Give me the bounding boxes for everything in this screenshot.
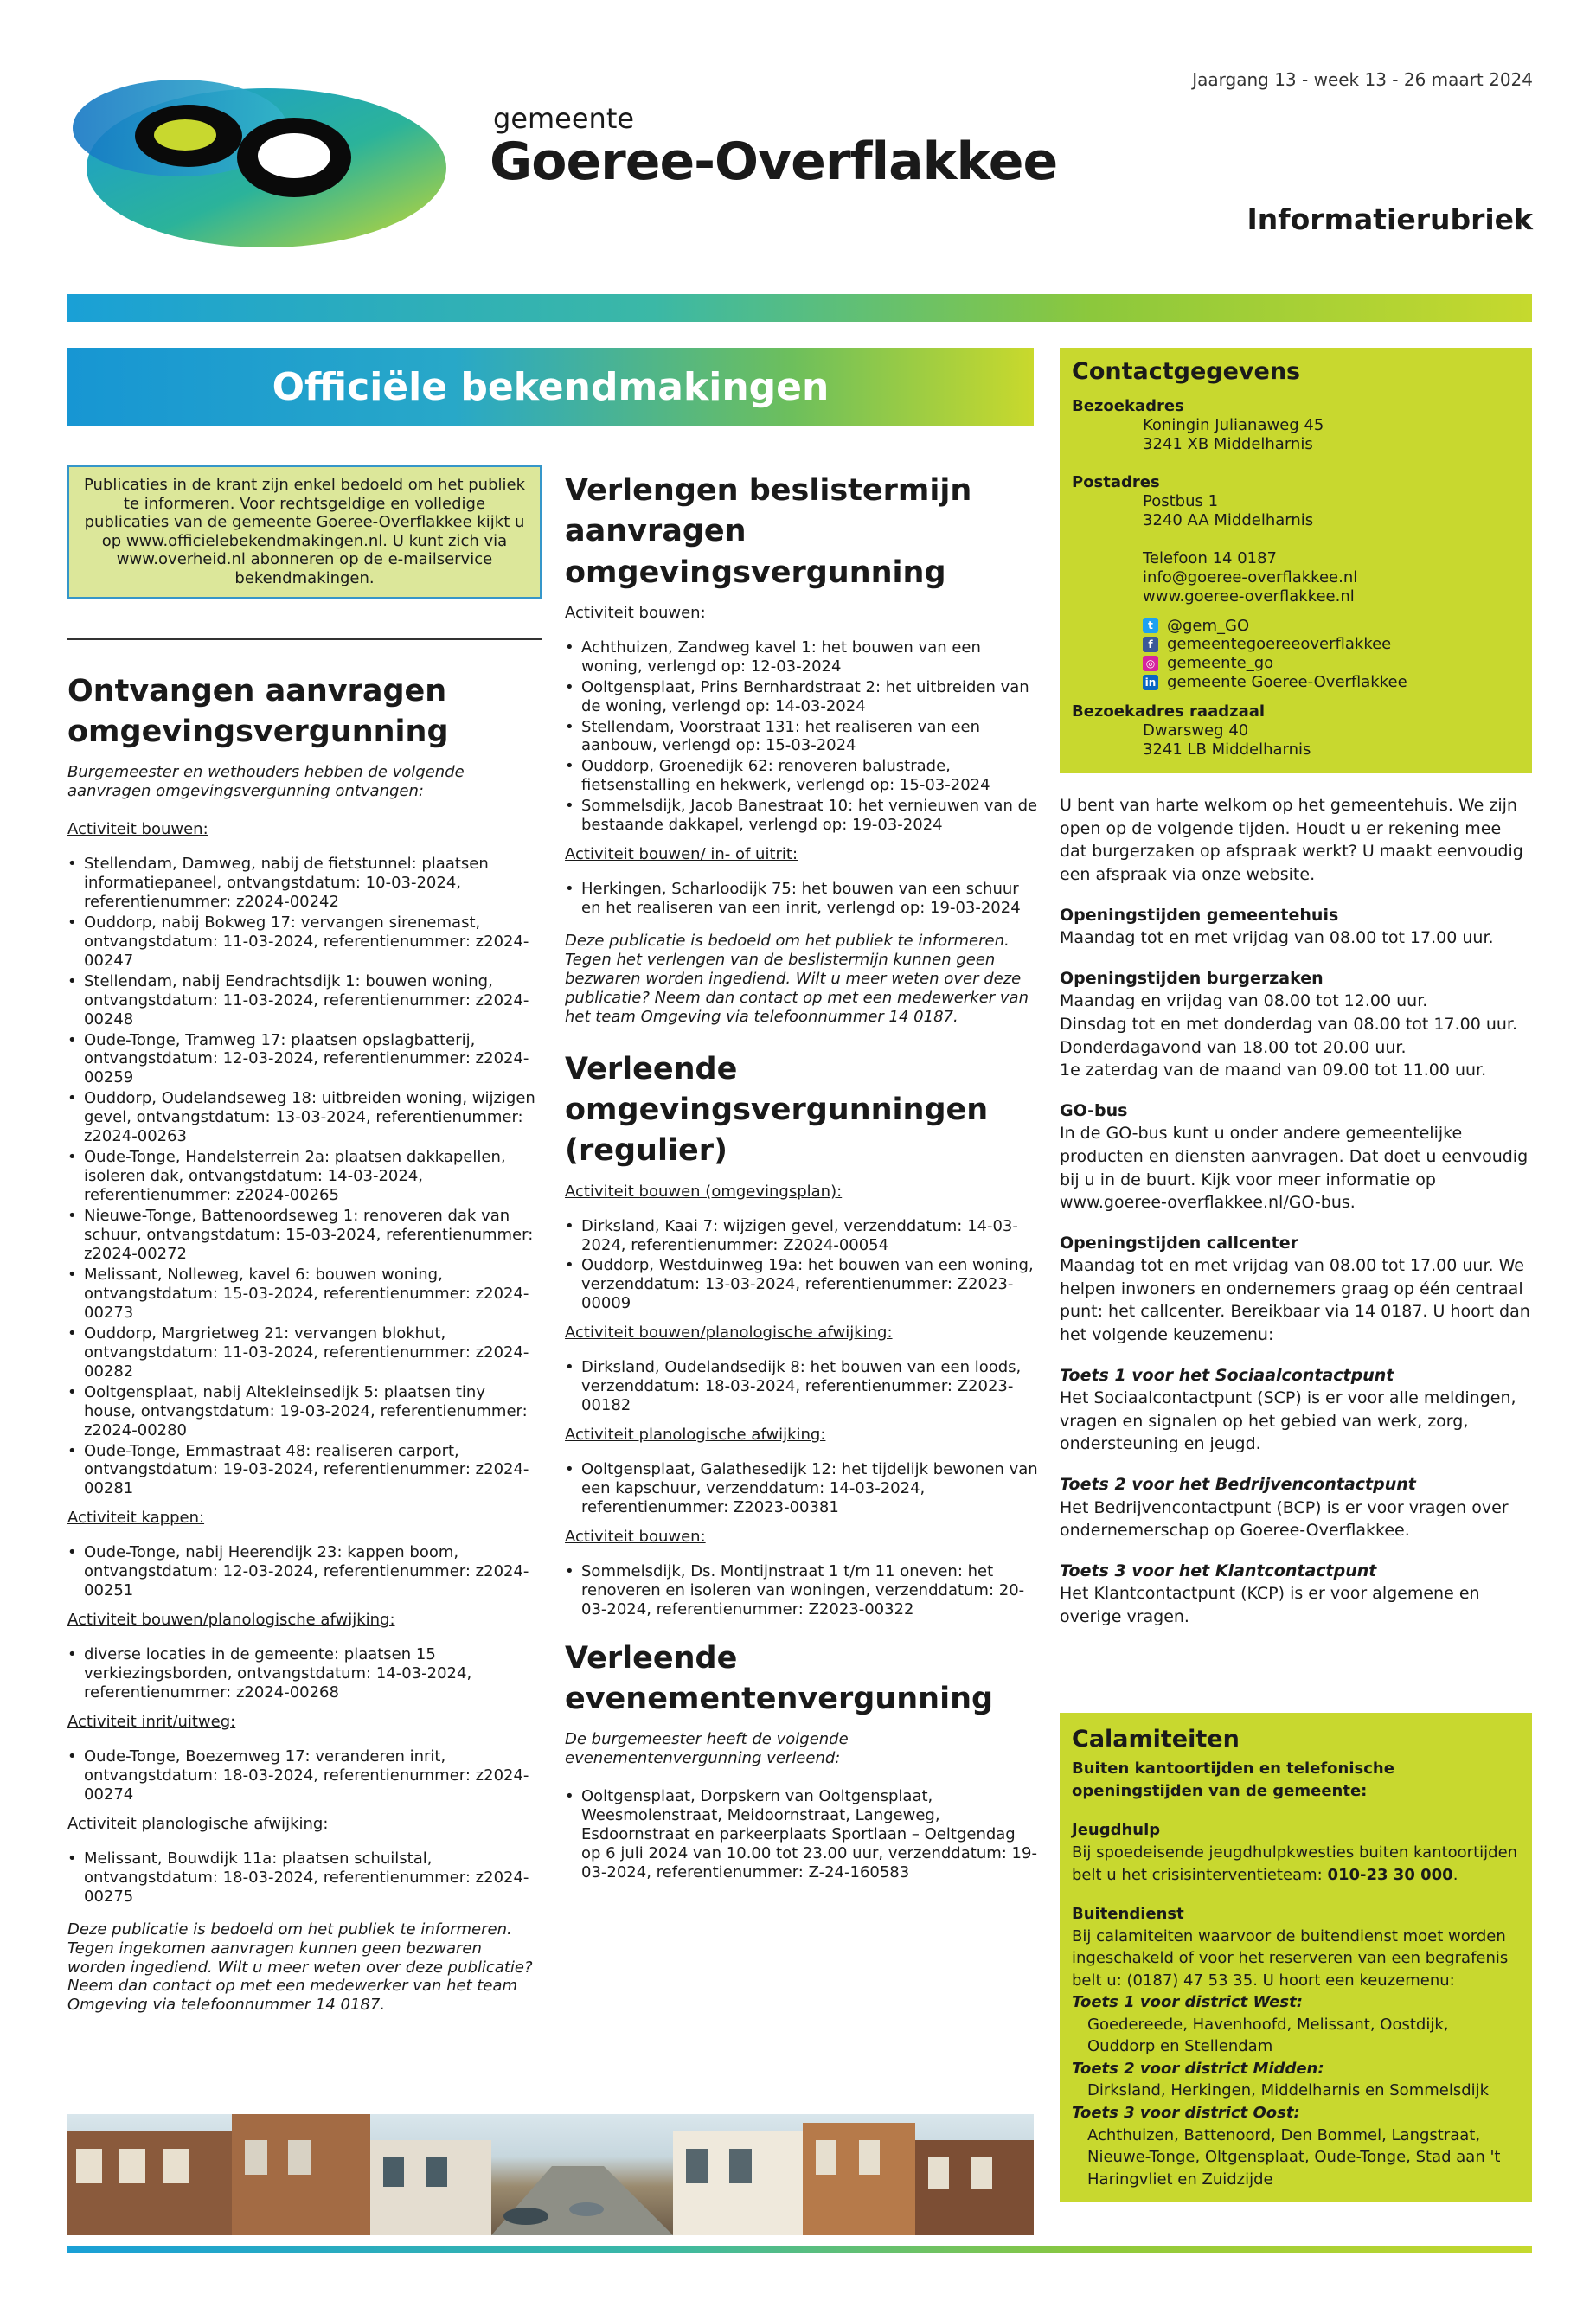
district-east-heading: Toets 3 voor district Oost: xyxy=(1072,2103,1300,2122)
column-right xyxy=(1060,348,1532,1629)
section-intro: De burgemeester heeft de volgende evenementenvergunning verleend: xyxy=(565,1730,849,1768)
list-item: • Ooltgensplaat, Dorpskern van Ooltgensplaat, Weesmolenstraat, Meidoornstraat, Langeweg, Esdoornstraat en parkeerplaats Sportlaan – Oeltgendag op 6 juli 2024 van 10.00 tot 23.00 uur, verzenddatum: 19-03-2024, referentienummer: Z-24-160583 xyxy=(565,1787,1039,1882)
section-title-verleende: Verleende omgevingsvergunningen (regulier) xyxy=(565,1051,989,1169)
youth-text: Bij spoedeisende jeugdhulpkwesties buiten kantoortijden belt u het crisisinterventieteam: 010-23 30 000. xyxy=(1072,1843,1518,1884)
option1-heading: Toets 1 voor het Sociaalcontactpunt xyxy=(1060,1365,1394,1385)
emergency-subtitle: Buiten kantoortijden en telefonische openingstijden van de gemeente: xyxy=(1072,1759,1394,1800)
hours-townhall: Maandag tot en met vrijdag van 08.00 tot 17.00 uur. xyxy=(1060,928,1494,948)
list-item: • Sommelsdijk, Ds. Montijnstraat 1 t/m 11 oneven: het renoveren en isoleren van woningen, verzenddatum: 20-03-2024, referentienummer: Z2023-00322 xyxy=(565,1562,1039,1619)
social-link[interactable] xyxy=(1143,635,1520,654)
column-left xyxy=(67,465,542,2037)
list-item: • Dirksland, Oudelandsedijk 8: het bouwen van een loods, verzenddatum: 18-03-2024, referentienummer: Z2023-00182 xyxy=(565,1358,1039,1415)
postal-address-line: Postbus 1 xyxy=(1143,491,1219,510)
section-note: Deze publicatie is bedoeld om het publiek te informeren. Tegen ingekomen aanvragen kunnen geen bezwaren worden ingediend. Wilt u meer weten over deze publicatie? Neem dan contact op met een medewerker van het team Omgeving via telefoonnummer 14 0187. xyxy=(67,1920,533,2015)
section-title-ontvangen: Ontvangen aanvragen omgevingsvergunning xyxy=(67,673,449,749)
option2-heading: Toets 2 voor het Bedrijvencontactpunt xyxy=(1060,1475,1416,1495)
section-title-evenementen: Verleende evenementenvergunning xyxy=(565,1640,994,1717)
permit-list xyxy=(67,855,542,1498)
social-link[interactable] xyxy=(1143,654,1520,673)
contact-panel xyxy=(1060,348,1532,773)
option2-text: Het Bedrijvencontactpunt (BCP) is er voor vragen over ondernemerschap op Goeree-Overflakkee. xyxy=(1060,1497,1509,1541)
district-west-heading: Toets 1 voor district West: xyxy=(1072,1993,1303,2012)
list-item: • Stellendam, Damweg, nabij de fietstunnel: plaatsen informatiepaneel, ontvangstdatum: 10-03-2024, referentienummer: z2024-00242 xyxy=(67,855,542,912)
activity-label: Activiteit kappen: xyxy=(67,1509,205,1528)
social-links xyxy=(1072,617,1520,693)
district-east-places: Achthuizen, Battenoord, Den Bommel, Langstraat, Nieuwe-Tonge, Oltgensplaat, Oude-Tonge, Stad aan 't Haringvliet en Zuidzijde xyxy=(1087,2125,1501,2189)
district-middle-heading: Toets 2 voor district Midden: xyxy=(1072,2059,1324,2078)
brand-prefix: gemeente xyxy=(493,102,635,135)
banner-title: Officiële bekendmakingen xyxy=(272,364,830,409)
contact-title: Contactgegevens xyxy=(1072,358,1301,385)
phone-number: Telefoon 14 0187 xyxy=(1143,548,1278,567)
social-handle: @gem_GO xyxy=(1167,616,1250,635)
emergency-title: Calamiteiten xyxy=(1072,1726,1240,1753)
council-address-line: Dwarsweg 40 xyxy=(1143,721,1249,740)
activity-label: Activiteit inrit/uitweg: xyxy=(67,1713,236,1731)
list-item: • Stellendam, Voorstraat 131: het realiseren van een aanbouw, verlengd op: 15-03-2024 xyxy=(565,718,1039,756)
permit-list xyxy=(67,1543,542,1600)
hours-civil-line: Donderdagavond van 18.00 tot 20.00 uur. xyxy=(1060,1037,1407,1057)
list-item: • Herkingen, Scharloodijk 75: het bouwen van een schuur en het realiseren van een inrit, verlengd op: 19-03-2024 xyxy=(565,880,1039,918)
emergency-panel xyxy=(1060,1713,1532,2202)
issue-info: Jaargang 13 - week 13 - 26 maart 2024 xyxy=(1192,69,1533,90)
postal-address-label: Postadres xyxy=(1072,472,1160,491)
email-link[interactable]: info@goeree-overflakkee.nl xyxy=(1143,567,1358,586)
twitter-icon: t xyxy=(1143,618,1158,633)
brand-name: Goeree-Overflakkee xyxy=(490,131,1058,192)
street-scene xyxy=(67,2114,1034,2235)
social-handle: gemeente_go xyxy=(1167,654,1274,673)
option3-heading: Toets 3 voor het Klantcontactpunt xyxy=(1060,1561,1377,1580)
option3-text: Het Klantcontactpunt (KCP) is er voor algemene en overige vragen. xyxy=(1060,1584,1480,1626)
list-item: • Oude-Tonge, Emmastraat 48: realiseren carport, ontvangstdatum: 19-03-2024, referentienummer: z2024-00281 xyxy=(67,1442,542,1499)
hours-civil-line: 1e zaterdag van de maand van 09.00 tot 11.00 uur. xyxy=(1060,1061,1487,1080)
district-west-places: Goedereede, Havenhoofd, Melissant, Oostdijk, Ouddorp en Stellendam xyxy=(1087,2015,1449,2056)
list-item: • Oude-Tonge, nabij Heerendijk 23: kappen boom, ontvangstdatum: 12-03-2024, referentienummer: z2024-00251 xyxy=(67,1543,542,1600)
gobus-heading: GO-bus xyxy=(1060,1100,1128,1120)
permit-list xyxy=(565,638,1039,836)
verleende-groups xyxy=(565,1183,1039,1619)
callcenter-heading: Openingstijden callcenter xyxy=(1060,1233,1298,1253)
list-item: • Ouddorp, Groenedijk 62: renoveren balustrade, fietsenstalling en hekwerk, verlengd op: 15-03-2024 xyxy=(565,757,1039,795)
hours-civil-line: Dinsdag tot en met donderdag van 08.00 tot 17.00 uur. xyxy=(1060,1014,1518,1034)
ontvangen-groups xyxy=(67,820,542,1907)
section-note: Deze publicatie is bedoeld om het publiek te informeren. Tegen het verlengen van de beslistermijn kunnen geen bezwaren worden ingediend. Wilt u meer weten over deze publicatie? Neem dan contact op met een medewerker van het team Omgeving via telefoonnummer 14 0187. xyxy=(565,932,1029,1026)
list-item: • Melissant, Nolleweg, kavel 6: bouwen woning, ontvangstdatum: 15-03-2024, referentienummer: z2024-00273 xyxy=(67,1266,542,1323)
header-gradient-bar xyxy=(67,294,1532,322)
district-middle-places: Dirksland, Herkingen, Middelharnis en Sommelsdijk xyxy=(1087,2081,1490,2100)
divider xyxy=(67,638,542,640)
footer-gradient-bar xyxy=(67,2246,1532,2253)
street-photo xyxy=(67,2114,1034,2235)
permit-list xyxy=(565,1358,1039,1415)
youth-text-body: Bij spoedeisende jeugdhulpkwesties buiten kantoortijden belt u het crisisinterventieteam: xyxy=(1072,1843,1518,1884)
linkedin-icon: in xyxy=(1143,675,1158,690)
permit-list xyxy=(67,1645,542,1702)
publication-notice: Publicaties in de krant zijn enkel bedoeld om het publiek te informeren. Voor rechtsgeldige en volledige publicaties van de gemeente Goeree-Overflakkee kijkt u op www.officielebekendmakingen.nl. U kunt zich via www.overheid.nl abonneren op de e-mailservice bekendmakingen. xyxy=(67,465,542,599)
permit-list xyxy=(565,1460,1039,1517)
visit-address-line: Koningin Julianaweg 45 xyxy=(1143,415,1324,434)
postal-address-line: 3240 AA Middelharnis xyxy=(1143,510,1314,529)
permit-list xyxy=(67,1849,542,1907)
list-item: • Oude-Tonge, Tramweg 17: plaatsen opslagbatterij, ontvangstdatum: 12-03-2024, referentienummer: z2024-00259 xyxy=(67,1031,542,1088)
visit-address-line: 3241 XB Middelharnis xyxy=(1143,434,1313,453)
activity-label: Activiteit bouwen (omgevingsplan): xyxy=(565,1182,843,1201)
facebook-icon: f xyxy=(1143,637,1158,652)
rubric-title: Informatierubriek xyxy=(1247,202,1533,236)
permit-list xyxy=(565,1217,1039,1314)
section-banner xyxy=(67,348,1034,426)
list-item: • Melissant, Bouwdijk 11a: plaatsen schuilstal, ontvangstdatum: 18-03-2024, referentienummer: z2024-00275 xyxy=(67,1849,542,1907)
opening-info xyxy=(1060,794,1532,1628)
activity-label: Activiteit bouwen: xyxy=(565,603,706,622)
list-item: • Nieuwe-Tonge, Battenoordseweg 1: renoveren dak van schuur, ontvangstdatum: 15-03-2024, referentienummer: z2024-00272 xyxy=(67,1207,542,1264)
council-address-line: 3241 LB Middelharnis xyxy=(1143,740,1311,760)
activity-label: Activiteit planologische afwijking: xyxy=(565,1426,826,1445)
municipality-logo xyxy=(67,71,448,251)
youth-heading: Jeugdhulp xyxy=(1072,1821,1161,1840)
list-item: • Ouddorp, Oudelandseweg 18: uitbreiden woning, wijzigen gevel, ontvangstdatum: 13-03-2024, referentienummer: z2024-00263 xyxy=(67,1089,542,1146)
social-link[interactable] xyxy=(1143,673,1520,692)
activity-label: Activiteit bouwen: xyxy=(67,819,208,838)
verlengen-groups xyxy=(565,604,1039,918)
field-service-heading: Buitendienst xyxy=(1072,1905,1184,1924)
council-address-label: Bezoekadres raadzaal xyxy=(1072,702,1266,721)
youth-phone[interactable]: 010-23 30 000 xyxy=(1327,1865,1453,1884)
activity-label: Activiteit bouwen/planologische afwijking: xyxy=(67,1611,395,1630)
list-item: • Achthuizen, Zandweg kavel 1: het bouwen van een woning, verlengd op: 12-03-2024 xyxy=(565,638,1039,676)
hours-civil-heading: Openingstijden burgerzaken xyxy=(1060,968,1324,988)
permit-list xyxy=(67,1747,542,1804)
activity-label: Activiteit bouwen/ in- of uitrit: xyxy=(565,845,798,864)
website-link[interactable]: www.goeree-overflakkee.nl xyxy=(1143,586,1355,606)
list-item: • Ooltgensplaat, Prins Bernhardstraat 2: het uitbreiden van de woning, verlengd op: 14-03-2024 xyxy=(565,678,1039,716)
social-link[interactable] xyxy=(1143,617,1520,636)
list-item: • Sommelsdijk, Jacob Banestraat 10: het vernieuwen van de bestaande dakkapel, verlengd op: 19-03-2024 xyxy=(565,797,1039,835)
list-item: • diverse locaties in de gemeente: plaatsen 15 verkiezingsborden, ontvangstdatum: 14-03-2024, referentienummer: z2024-00268 xyxy=(67,1645,542,1702)
list-item: • Dirksland, Kaai 7: wijzigen gevel, verzenddatum: 14-03-2024, referentienummer: Z2024-00054 xyxy=(565,1217,1039,1255)
list-item: • Ouddorp, nabij Bokweg 17: vervangen sirenemast, ontvangstdatum: 11-03-2024, referentienummer: z2024-00247 xyxy=(67,913,542,971)
instagram-icon: ◎ xyxy=(1143,656,1158,671)
list-item: • Ouddorp, Margrietweg 21: vervangen blokhut, ontvangstdatum: 11-03-2024, referentienummer: z2024-00282 xyxy=(67,1324,542,1381)
permit-list xyxy=(565,880,1039,918)
social-handle: gemeentegoereeoverflakkee xyxy=(1167,635,1392,654)
option1-text: Het Sociaalcontactpunt (SCP) is er voor alle meldingen, vragen en signalen op het gebied van werk, zorg, ondersteuning en jeugd. xyxy=(1060,1388,1516,1454)
list-item: • Oude-Tonge, Boezemweg 17: veranderen inrit, ontvangstdatum: 18-03-2024, referentienummer: z2024-00274 xyxy=(67,1747,542,1804)
hours-civil-line: Maandag en vrijdag van 08.00 tot 12.00 uur. xyxy=(1060,991,1428,1011)
field-service-text: Bij calamiteiten waarvoor de buitendienst moet worden ingeschakeld of voor het reserveren van een begrafenis belt u: (0187) 47 53 35. U hoort een keuzemenu: xyxy=(1072,1926,1509,1990)
section-title-verlengen: Verlengen beslistermijn aanvragen omgevingsvergunning xyxy=(565,473,972,590)
column-middle xyxy=(565,465,1039,1889)
activity-label: Activiteit bouwen/planologische afwijking: xyxy=(565,1324,893,1343)
evenementen-list xyxy=(565,1787,1039,1882)
activity-label: Activiteit planologische afwijking: xyxy=(67,1814,329,1833)
visit-address-label: Bezoekadres xyxy=(1072,396,1184,415)
list-item: • Ouddorp, Westduinweg 19a: het bouwen van een woning, verzenddatum: 13-03-2024, referentienummer: Z2023-00009 xyxy=(565,1256,1039,1313)
gobus-text: In de GO-bus kunt u onder andere gemeentelijke producten en diensten aanvragen. Dat doet u eenvoudig bij u in de buurt. Kijk voor meer informatie op www.goeree-overflakkee.nl/GO-bus. xyxy=(1060,1124,1529,1213)
welcome-text: U bent van harte welkom op het gemeentehuis. We zijn open op de volgende tijden. Houdt u er rekening mee dat burgerzaken op afspraak werkt? U maakt eenvoudig een afspraak via onze website. xyxy=(1060,796,1523,884)
social-handle: gemeente Goeree-Overflakkee xyxy=(1167,673,1407,692)
list-item: • Ooltgensplaat, nabij Altekleinsedijk 5: plaatsen tiny house, ontvangstdatum: 19-03-2024, referentienummer: z2024-00280 xyxy=(67,1383,542,1440)
list-item: • Stellendam, nabij Eendrachtsdijk 1: bouwen woning, ontvangstdatum: 11-03-2024, referentienummer: z2024-00248 xyxy=(67,972,542,1029)
list-item: • Oude-Tonge, Handelsterrein 2a: plaatsen dakkapellen, isoleren dak, ontvangstdatum: 14-03-2024, referentienummer: z2024-00265 xyxy=(67,1148,542,1205)
list-item: • Ooltgensplaat, Galathesedijk 12: het tijdelijk bewonen van een kapschuur, verzenddatum: 14-03-2024, referentienummer: Z2023-00381 xyxy=(565,1460,1039,1517)
callcenter-text: Maandag tot en met vrijdag van 08.00 tot 17.00 uur. We helpen inwoners en ondernemers graag op één centraal punt: het callcenter. Bereikbaar via 14 0187. U hoort dan het volgende keuzemenu: xyxy=(1060,1256,1530,1345)
section-intro: Burgemeester en wethouders hebben de volgende aanvragen omgevingsvergunning ontvangen: xyxy=(67,763,465,801)
activity-label: Activiteit bouwen: xyxy=(565,1527,706,1546)
permit-list xyxy=(565,1562,1039,1619)
hours-townhall-heading: Openingstijden gemeentehuis xyxy=(1060,905,1339,925)
